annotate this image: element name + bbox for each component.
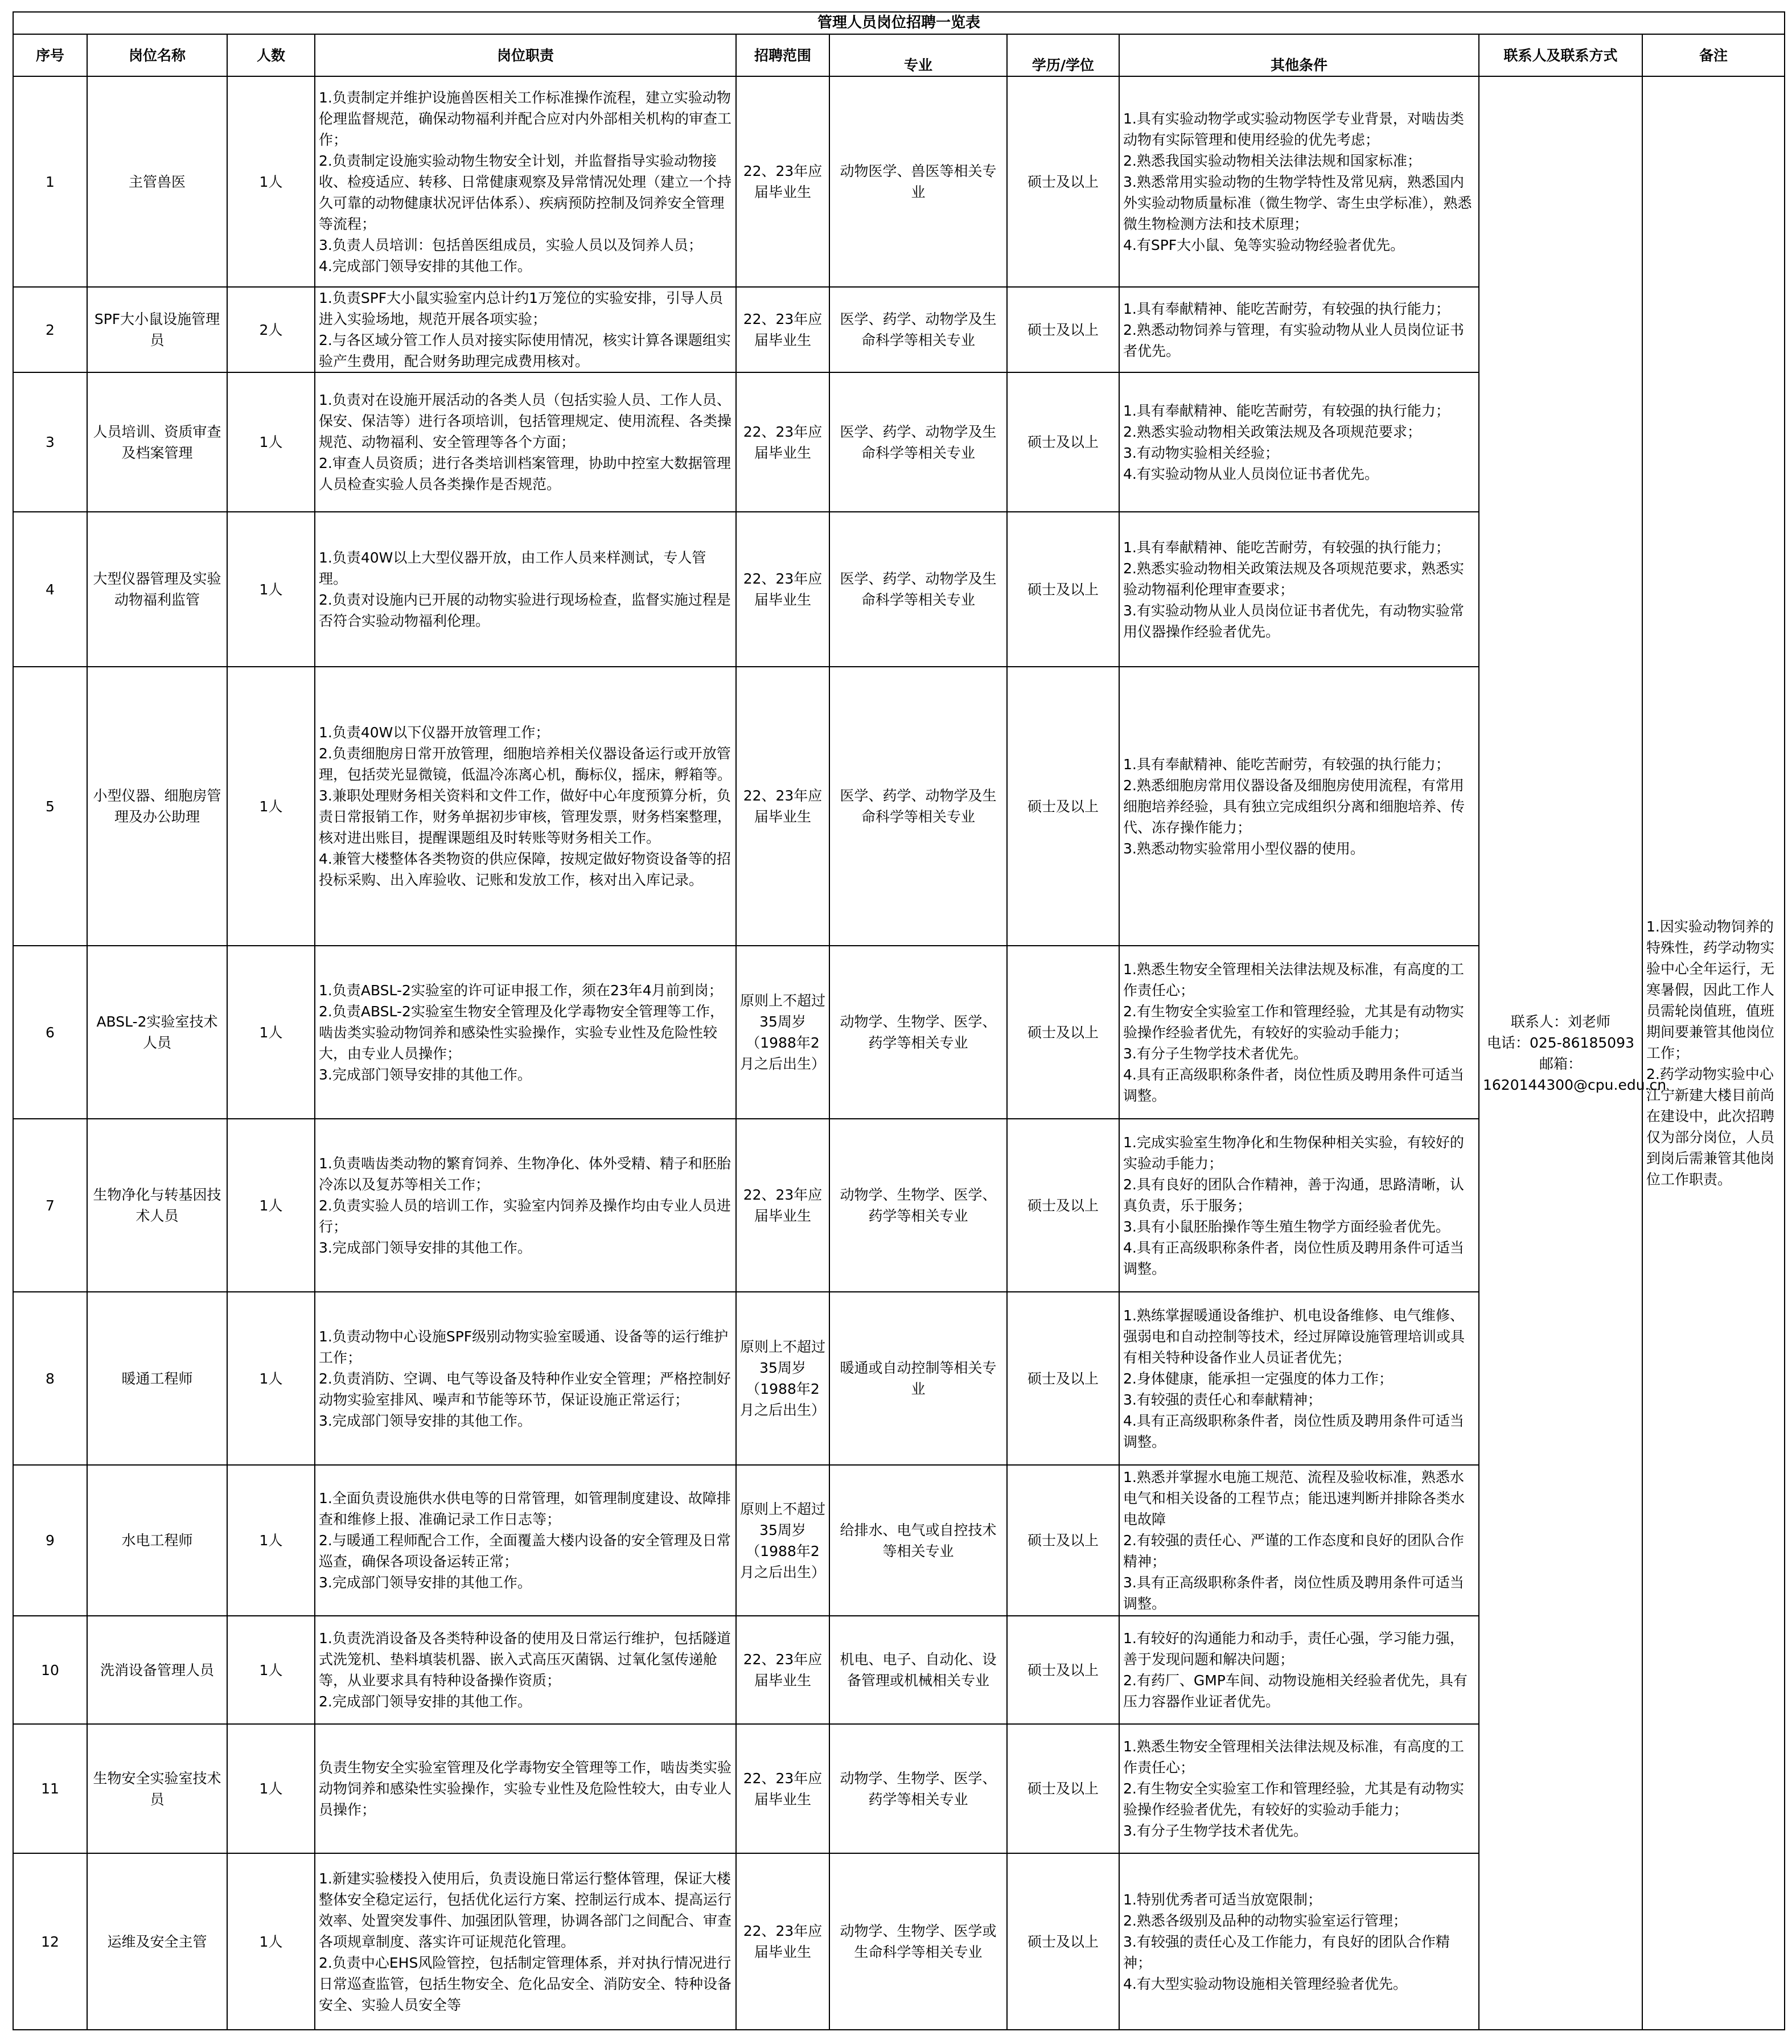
cell-major: 暖通或自动控制等相关专业: [829, 1292, 1007, 1465]
cell-scope: 原则上不超过35周岁（1988年2月之后出生）: [736, 1292, 829, 1465]
cell-scope: 22、23年应届毕业生: [736, 372, 829, 512]
table-title: 管理人员岗位招聘一览表: [13, 12, 1785, 34]
cell-other: 1.具有奉献精神、能吃苦耐劳，有较强的执行能力； 2.熟悉细胞房常用仪器设备及细胞房使用流程，有常用细胞培养经验，具有独立完成组织分离和细胞培养、传代、冻存操作能力； 3.熟悉动物实验常用小型仪器的使用。: [1119, 667, 1479, 946]
cell-major: 医学、药学、动物学及生命科学等相关专业: [829, 667, 1007, 946]
cell-other: 1.熟悉并掌握水电施工规范、流程及验收标准，熟悉水电气和相关设备的工程节点；能迅速判断并排除各类水电故障 2.有较强的责任心、严谨的工作态度和良好的团队合作精神； 3.具有正高级职称条件者，岗位性质及聘用条件可适当调整。: [1119, 1465, 1479, 1616]
cell-other: 1.具有奉献精神、能吃苦耐劳，有较强的执行能力； 2.熟悉动物饲养与管理，有实验动物从业人员岗位证书者优先。: [1119, 287, 1479, 372]
cell-seq: 9: [13, 1465, 87, 1616]
cell-scope: 22、23年应届毕业生: [736, 1853, 829, 2030]
header-contact: 联系人及联系方式: [1479, 34, 1642, 76]
cell-major: 机电、电子、自动化、设备管理或机械相关专业: [829, 1616, 1007, 1724]
contact-info: 联系人：刘老师 电话：025-86185093 邮箱： 1620144300@cpu.edu.cn: [1479, 76, 1642, 2030]
cell-seq: 10: [13, 1616, 87, 1724]
cell-scope: 22、23年应届毕业生: [736, 76, 829, 287]
cell-count: 1人: [227, 1724, 315, 1853]
cell-scope: 原则上不超过35周岁（1988年2月之后出生）: [736, 946, 829, 1119]
cell-seq: 1: [13, 76, 87, 287]
cell-degree: 硕士及以上: [1007, 1853, 1119, 2030]
cell-major: 医学、药学、动物学及生命科学等相关专业: [829, 372, 1007, 512]
cell-other: 1.熟练掌握暖通设备维护、机电设备维修、电气维修、强弱电和自动控制等技术，经过屏障设施管理培训或具有相关特种设备作业人员证者优先； 2.身体健康，能承担一定强度的体力工作； 3.有较强的责任心和奉献精神； 4.具有正高级职称条件者，岗位性质及聘用条件可适当调整。: [1119, 1292, 1479, 1465]
header-remark: 备注: [1642, 34, 1785, 76]
cell-degree: 硕士及以上: [1007, 667, 1119, 946]
cell-scope: 22、23年应届毕业生: [736, 512, 829, 667]
cell-duties: 1.负责SPF大小鼠实验室内总计约1万笼位的实验安排，引导人员进入实验场地，规范开展各项实验； 2.与各区域分管工作人员对接实际使用情况，核实计算各课题组实验产生费用，配合财务助理完成费用核对。: [315, 287, 736, 372]
header-seq: 序号: [13, 34, 87, 76]
cell-position: 小型仪器、细胞房管理及办公助理: [87, 667, 227, 946]
cell-scope: 22、23年应届毕业生: [736, 287, 829, 372]
cell-count: 1人: [227, 1292, 315, 1465]
cell-seq: 5: [13, 667, 87, 946]
cell-seq: 8: [13, 1292, 87, 1465]
cell-duties: 1.全面负责设施供水供电等的日常管理，如管理制度建设、故障排查和维修上报、准确记录工作日志等； 2.与暖通工程师配合工作，全面覆盖大楼内设备的安全管理及日常巡查，确保各项设备运转正常； 3.完成部门领导安排的其他工作。: [315, 1465, 736, 1616]
cell-duties: 负责生物安全实验室管理及化学毒物安全管理等工作，啮齿类实验动物饲养和感染性实验操作，实验专业性及危险性较大，由专业人员操作；: [315, 1724, 736, 1853]
remark-note: 1.因实验动物饲养的特殊性，药学动物实验中心全年运行，无寒暑假，因此工作人员需轮岗值班，值班期间要兼管其他岗位工作； 2.药学动物实验中心江宁新建大楼目前尚在建设中，此次招聘仅为部分岗位，人员到岗后需兼管其他岗位工作职责。: [1642, 76, 1785, 2030]
cell-degree: 硕士及以上: [1007, 372, 1119, 512]
header-scope: 招聘范围: [736, 34, 829, 76]
cell-major: 动物医学、兽医等相关专业: [829, 76, 1007, 287]
cell-duties: 1.负责啮齿类动物的繁育饲养、生物净化、体外受精、精子和胚胎冷冻以及复苏等相关工作； 2.负责实验人员的培训工作，实验室内饲养及操作均由专业人员进行； 3.完成部门领导安排的其他工作。: [315, 1119, 736, 1292]
cell-position: 生物净化与转基因技术人员: [87, 1119, 227, 1292]
cell-other: 1.完成实验室生物净化和生物保种相关实验，有较好的实验动手能力； 2.具有良好的团队合作精神，善于沟通，思路清晰，认真负责，乐于服务； 3.具有小鼠胚胎操作等生殖生物学方面经验者优先。 4.具有正高级职称条件者，岗位性质及聘用条件可适当调整。: [1119, 1119, 1479, 1292]
cell-duties: 1.负责动物中心设施SPF级别动物实验室暖通、设备等的运行维护工作； 2.负责消防、空调、电气等设备及特种作业安全管理；严格控制好动物实验室排风、噪声和节能等环节，保证设施正常运行； 3.完成部门领导安排的其他工作。: [315, 1292, 736, 1465]
cell-position: SPF大小鼠设施管理员: [87, 287, 227, 372]
cell-degree: 硕士及以上: [1007, 1119, 1119, 1292]
cell-seq: 7: [13, 1119, 87, 1292]
cell-count: 1人: [227, 1465, 315, 1616]
cell-count: 1人: [227, 372, 315, 512]
cell-count: 1人: [227, 946, 315, 1119]
cell-duties: 1.负责40W以上大型仪器开放，由工作人员来样测试，专人管理。 2.负责对设施内已开展的动物实验进行现场检查，监督实施过程是否符合实验动物福利伦理。: [315, 512, 736, 667]
cell-duties: 1.负责对在设施开展活动的各类人员（包括实验人员、工作人员、保安、保洁等）进行各项培训，包括管理规定、使用流程、各类操规范、动物福利、安全管理等各个方面； 2.审查人员资质；进行各类培训档案管理，协助中控室大数据管理人员检查实验人员各类操作是否规范。: [315, 372, 736, 512]
cell-duties: 1.负责40W以下仪器开放管理工作； 2.负责细胞房日常开放管理，细胞培养相关仪器设备运行或开放管理，包括荧光显微镜，低温冷冻离心机，酶标仪，摇床，孵箱等。 3.兼职处理财务相关资料和文件工作，做好中心年度预算分析，负责日常报销工作，财务单据初步审核，管理发票，财务档案整理，核对进出账目，提醒课题组及时转账等财务相关工作。 4.兼管大楼整体各类物资的供应保障，按规定做好物资设备等的招投标采购、出入库验收、记账和发放工作，核对出入库记录。: [315, 667, 736, 946]
cell-duties: 1.新建实验楼投入使用后，负责设施日常运行整体管理，保证大楼整体安全稳定运行，包括优化运行方案、控制运行成本、提高运行效率、处置突发事件、加强团队管理，协调各部门之间配合、审查各项规章制度、落实许可证规范化管理。 2.负责中心EHS风险管控，包括制定管理体系，并对执行情况进行日常巡查监管，包括生物安全、危化品安全、消防安全、特种设备安全、实验人员安全等: [315, 1853, 736, 2030]
cell-major: 动物学、生物学、医学或生命科学等相关专业: [829, 1853, 1007, 2030]
cell-position: 大型仪器管理及实验动物福利监管: [87, 512, 227, 667]
cell-degree: 硕士及以上: [1007, 512, 1119, 667]
header-other: 其他条件: [1119, 55, 1479, 76]
recruitment-table: [13, 11, 1785, 2030]
cell-major: 动物学、生物学、医学、药学等相关专业: [829, 1119, 1007, 1292]
header-duties: 岗位职责: [315, 34, 736, 76]
cell-scope: 原则上不超过35周岁（1988年2月之后出生）: [736, 1465, 829, 1616]
cell-major: 医学、药学、动物学及生命科学等相关专业: [829, 287, 1007, 372]
cell-position: 运维及安全主管: [87, 1853, 227, 2030]
cell-other: 1.熟悉生物安全管理相关法律法规及标准，有高度的工作责任心； 2.有生物安全实验室工作和管理经验，尤其是有动物实验操作经验者优先，有较好的实验动手能力； 3.有分子生物学技术者优先。 4.具有正高级职称条件者，岗位性质及聘用条件可适当调整。: [1119, 946, 1479, 1119]
header-degree: 学历/学位: [1007, 55, 1119, 76]
cell-major: 医学、药学、动物学及生命科学等相关专业: [829, 512, 1007, 667]
cell-count: 2人: [227, 287, 315, 372]
cell-major: 动物学、生物学、医学、药学等相关专业: [829, 946, 1007, 1119]
cell-duties: 1.负责ABSL-2实验室的许可证申报工作，须在23年4月前到岗； 2.负责ABSL-2实验室生物安全管理及化学毒物安全管理等工作，啮齿类实验动物饲养和感染性实验操作，实验专业性及危险性较大，由专业人员操作； 3.完成部门领导安排的其他工作。: [315, 946, 736, 1119]
cell-position: 暖通工程师: [87, 1292, 227, 1465]
cell-count: 1人: [227, 512, 315, 667]
cell-count: 1人: [227, 1119, 315, 1292]
cell-count: 1人: [227, 1853, 315, 2030]
cell-other: 1.熟悉生物安全管理相关法律法规及标准，有高度的工作责任心； 2.有生物安全实验室工作和管理经验，尤其是有动物实验操作经验者优先，有较好的实验动手能力； 3.有分子生物学技术者优先。: [1119, 1724, 1479, 1853]
cell-degree: 硕士及以上: [1007, 1292, 1119, 1465]
cell-count: 1人: [227, 76, 315, 287]
cell-major: 给排水、电气或自控技术等相关专业: [829, 1465, 1007, 1616]
cell-seq: 6: [13, 946, 87, 1119]
cell-degree: 硕士及以上: [1007, 1616, 1119, 1724]
cell-position: 水电工程师: [87, 1465, 227, 1616]
cell-other: 1.具有奉献精神、能吃苦耐劳，有较强的执行能力； 2.熟悉实验动物相关政策法规及各项规范要求，熟悉实验动物福利伦理审查要求； 3.有实验动物从业人员岗位证书者优先，有动物实验常用仪器操作经验者优先。: [1119, 512, 1479, 667]
cell-seq: 4: [13, 512, 87, 667]
cell-position: 主管兽医: [87, 76, 227, 287]
header-count: 人数: [227, 34, 315, 76]
cell-other: 1.具有奉献精神、能吃苦耐劳，有较强的执行能力； 2.熟悉实验动物相关政策法规及各项规范要求； 3.有动物实验相关经验； 4.有实验动物从业人员岗位证书者优先。: [1119, 372, 1479, 512]
cell-other: 1.有较好的沟通能力和动手，责任心强，学习能力强，善于发现问题和解决问题； 2.有药厂、GMP车间、动物设施相关经验者优先，具有压力容器作业证者优先。: [1119, 1616, 1479, 1724]
cell-other: 1.特别优秀者可适当放宽限制； 2.熟悉各级别及品种的动物实验室运行管理； 3.有较强的责任心及工作能力，有良好的团队合作精神； 4.有大型实验动物设施相关管理经验者优先。: [1119, 1853, 1479, 2030]
cell-count: 1人: [227, 667, 315, 946]
cell-other: 1.具有实验动物学或实验动物医学专业背景，对啮齿类动物有实际管理和使用经验的优先考虑； 2.熟悉我国实验动物相关法律法规和国家标准； 3.熟悉常用实验动物的生物学特性及常见病，熟悉国内外实验动物质量标准（微生物学、寄生虫学标准），熟悉微生物检测方法和技术原理； 4.有SPF大小鼠、兔等实验动物经验者优先。: [1119, 76, 1479, 287]
cell-scope: 22、23年应届毕业生: [736, 1724, 829, 1853]
cell-degree: 硕士及以上: [1007, 1465, 1119, 1616]
cell-degree: 硕士及以上: [1007, 946, 1119, 1119]
cell-count: 1人: [227, 1616, 315, 1724]
cell-degree: 硕士及以上: [1007, 76, 1119, 287]
header-major: 专业: [829, 55, 1007, 76]
cell-seq: 3: [13, 372, 87, 512]
cell-scope: 22、23年应届毕业生: [736, 1119, 829, 1292]
cell-degree: 硕士及以上: [1007, 1724, 1119, 1853]
table-row: [13, 76, 1785, 287]
header-position: 岗位名称: [87, 34, 227, 76]
cell-position: ABSL-2实验室技术人员: [87, 946, 227, 1119]
cell-major: 动物学、生物学、医学、药学等相关专业: [829, 1724, 1007, 1853]
cell-scope: 22、23年应届毕业生: [736, 667, 829, 946]
cell-seq: 12: [13, 1853, 87, 2030]
cell-position: 洗消设备管理人员: [87, 1616, 227, 1724]
cell-position: 生物安全实验室技术员: [87, 1724, 227, 1853]
cell-degree: 硕士及以上: [1007, 287, 1119, 372]
cell-position: 人员培训、资质审查及档案管理: [87, 372, 227, 512]
cell-seq: 2: [13, 287, 87, 372]
cell-duties: 1.负责洗消设备及各类特种设备的使用及日常运行维护，包括隧道式洗笼机、垫料填装机器、嵌入式高压灭菌锅、过氧化氢传递舱等，从业要求具有特种设备操作资质； 2.完成部门领导安排的其他工作。: [315, 1616, 736, 1724]
cell-seq: 11: [13, 1724, 87, 1853]
cell-duties: 1.负责制定并维护设施兽医相关工作标准操作流程，建立实验动物伦理监督规范，确保动物福利并配合应对内外部相关机构的审查工作； 2.负责制定设施实验动物生物安全计划，并监督指导实验动物接收、检疫适应、转移、日常健康观察及异常情况处理（建立一个持久可靠的动物健康状况评估体系）、疾病预防控制及饲养安全管理等流程； 3.负责人员培训：包括兽医组成员，实验人员以及饲养人员； 4.完成部门领导安排的其他工作。: [315, 76, 736, 287]
cell-scope: 22、23年应届毕业生: [736, 1616, 829, 1724]
